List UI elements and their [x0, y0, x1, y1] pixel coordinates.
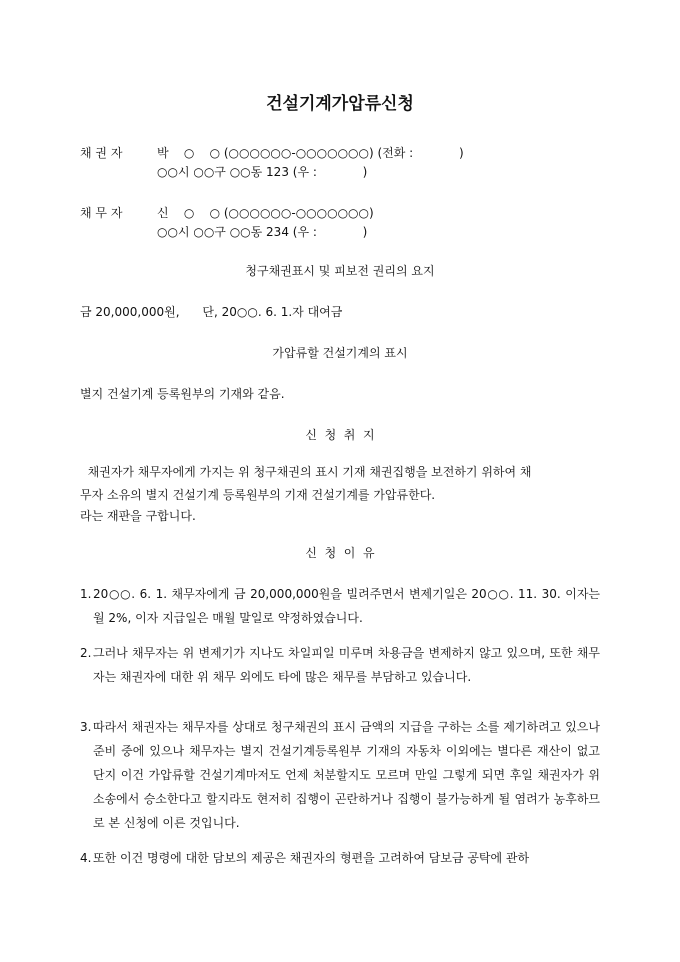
- reason-item-4: [80, 846, 600, 870]
- debtor-address-line: ○○시 ○○구 ○○동 234 (우 : ): [157, 225, 368, 239]
- debtor-label: 채 무 자: [80, 206, 123, 220]
- equipment-heading: 가압류할 건설기계의 표시: [272, 346, 408, 360]
- reason-number: 4.: [80, 851, 92, 865]
- creditor-label: 채 권 자: [80, 146, 123, 160]
- debtor-name-line: 신 ○ ○ (○○○○○○-○○○○○○○): [157, 206, 374, 220]
- reason-number: 3.: [80, 720, 92, 734]
- document-title: 건설기계가압류신청: [266, 94, 414, 114]
- reason-text: 20○○. 6. 1. 채무자에게 금 20,000,000원을 빌려주면서 변제기일은 20○○. 11. 30. 이자는 월 2%, 이자 지급일은 매월 말일로 약정하였습니다.: [93, 587, 600, 625]
- reason-text: 그러나 채무자는 위 변제기가 지나도 차일피일 미루며 차용금을 변제하지 않고 있으며, 또한 채무자는 채권자에 대한 위 채무 외에도 타에 많은 채무를 부담하고 있습니다.: [93, 646, 600, 684]
- reason-item-1: [80, 582, 600, 630]
- purpose-line-3: 라는 재판을 구합니다.: [80, 509, 196, 523]
- purpose-line-1: 채권자가 채무자에게 가지는 위 청구채권의 표시 기재 채권집행을 보전하기 위하여 채: [80, 465, 532, 479]
- reason-text: 또한 이건 명령에 대한 담보의 제공은 채권자의 형편을 고려하여 담보금 공탁에 관하: [93, 851, 530, 865]
- reason-text: 따라서 채권자는 채무자를 상대로 청구채권의 표시 금액의 지급을 구하는 소를 제기하려고 있으나 준비 중에 있으나 채무자는 별지 건설기계등록원부 기재의 자동차 이외에는 별다른 재산이 없고 단지 이건 가압류할 건설기계마저도 언제 처분할지도 모르며 만일 그렇게 되면 후일 채권자가 위 소송에서 승소한다고 할지라도 현저히 집행이 곤란하거나 집행이 불가능하게 될 염려가 농후하므로 본 신청에 이른 것입니다.: [93, 720, 600, 830]
- reason-heading: 신 청 이 유: [305, 546, 375, 560]
- reason-item-2: [80, 641, 600, 713]
- purpose-line-2: 무자 소유의 별지 건설기계 등록원부의 기재 건설기계를 가압류한다.: [80, 488, 436, 502]
- creditor-name-line: 박 ○ ○ (○○○○○○-○○○○○○○) (전화 : ): [157, 146, 464, 160]
- claim-text: 금 20,000,000원, 단, 20○○. 6. 1.자 대여금: [80, 305, 343, 319]
- claim-heading: 청구채권표시 및 피보전 권리의 요지: [245, 264, 435, 278]
- creditor-address-line: ○○시 ○○구 ○○동 123 (우 : ): [157, 165, 368, 179]
- purpose-heading: 신 청 취 지: [305, 428, 375, 442]
- reason-item-3: [80, 715, 600, 835]
- reason-number: 1.: [80, 587, 92, 601]
- reason-number: 2.: [80, 646, 92, 660]
- equipment-text: 별지 건설기계 등록원부의 기재와 같음.: [80, 387, 285, 401]
